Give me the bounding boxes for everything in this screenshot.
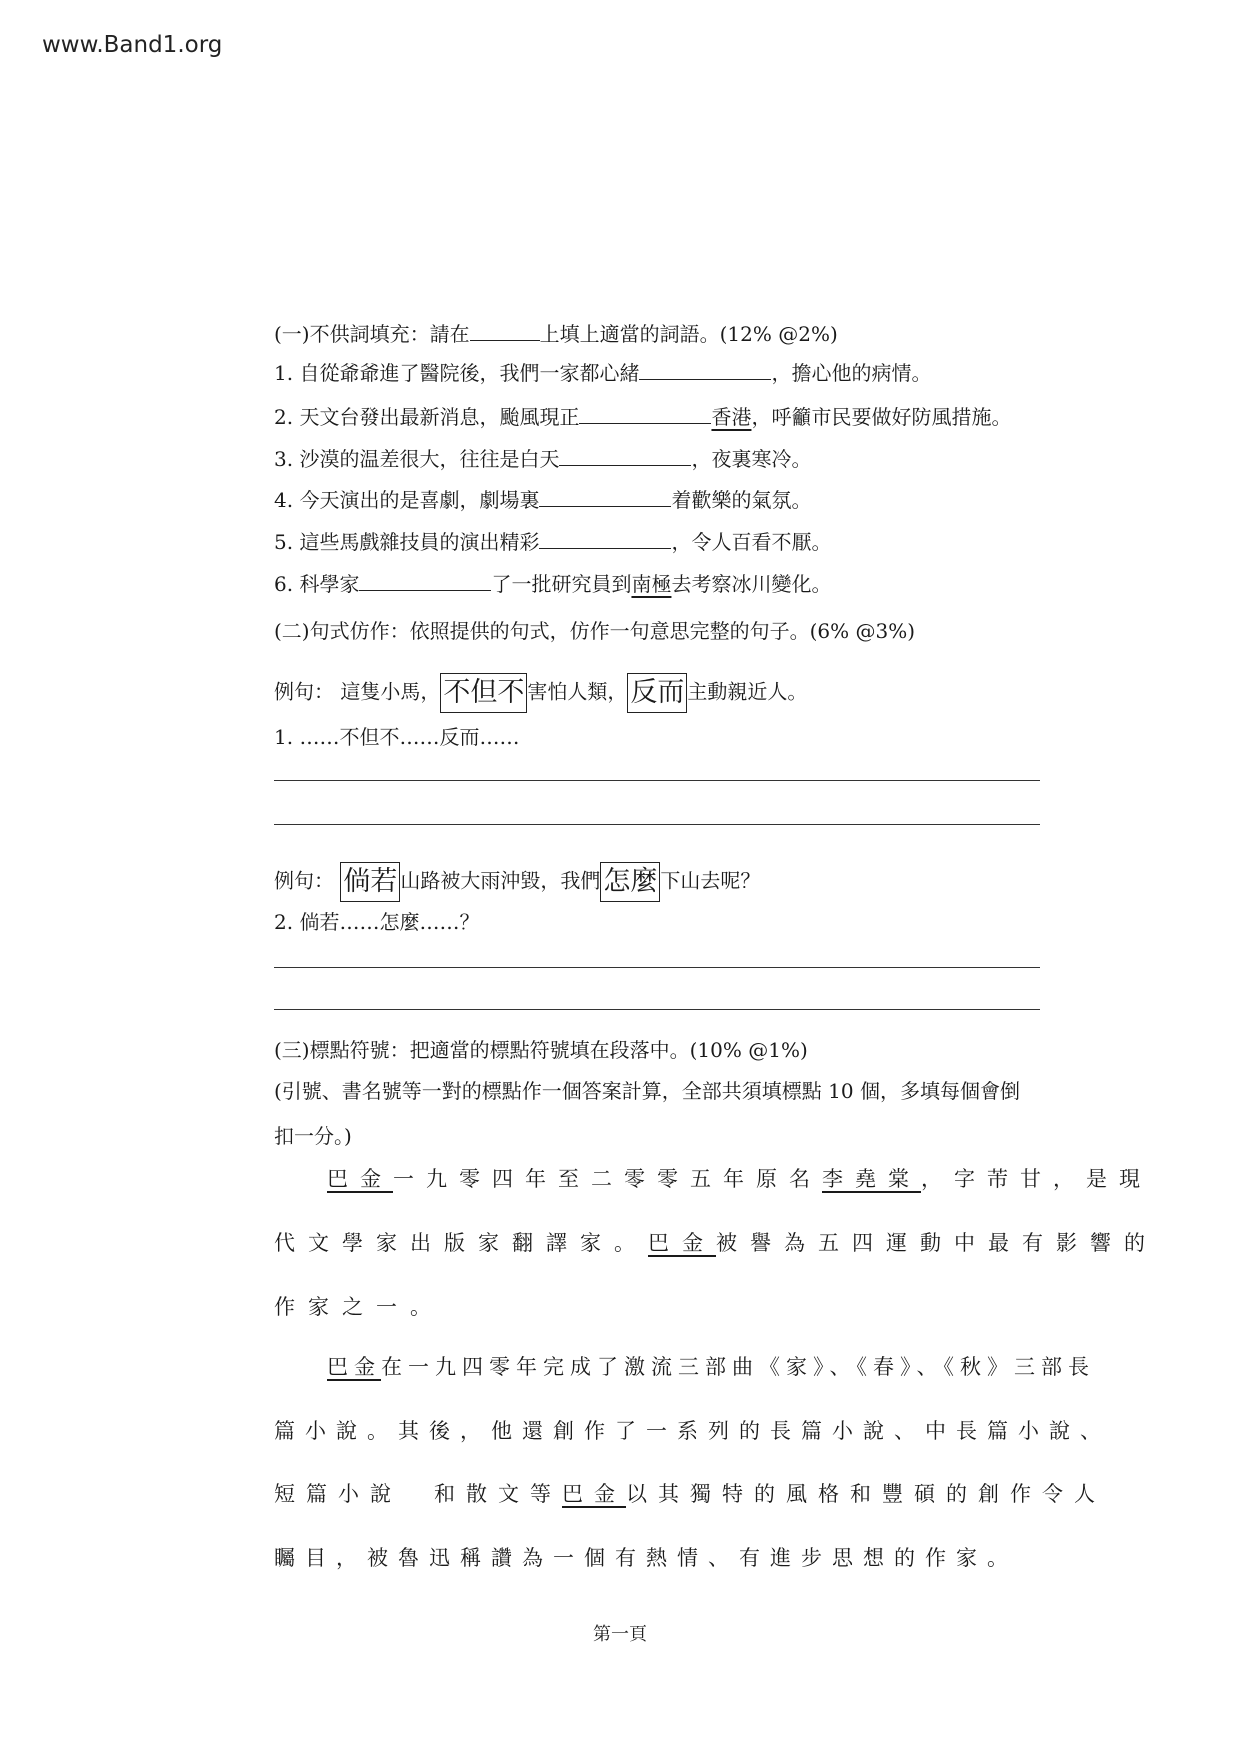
fill-item-2 [274,403,1011,431]
text: ，字芾甘，是現 [921,1167,1152,1191]
text: 上填上適當的詞語。(12% @2%) [539,322,838,346]
text: 去考察冰川變化。 [671,572,832,596]
paragraph-line [274,1543,1018,1573]
example-sentence-2 [274,862,760,902]
prompt-1 [274,723,519,751]
text: 1. ……不但不……反而…… [274,725,520,749]
proper-noun: 南極 [631,572,672,596]
boxed-keyword: 不但不 [440,673,527,713]
section3-note [274,1122,352,1150]
proper-noun: 巴金 [562,1482,626,1506]
text: 一九零四年至二零零五年原名 [393,1167,822,1191]
section3-heading [274,1036,808,1064]
text: 5. 這些馬戲雜技員的演出精彩 [274,530,540,554]
text: 在一九四零年完成了激流三部曲《家》、《春》、《秋》三部長 [381,1355,1095,1379]
text: ，擔心他的病情。 [771,361,932,385]
text: 了一批研究員到 [491,572,632,596]
fill-item-3 [274,445,811,473]
proper-noun: 香港 [711,405,752,429]
example-sentence-1 [274,673,807,713]
boxed-keyword: 反而 [627,673,687,713]
section2-heading [274,617,915,645]
answer-line[interactable] [274,1009,1040,1010]
text: 篇小說。其後，他還創作了一系列的長篇小說、中長篇小說、 [274,1419,1111,1443]
proper-noun: 巴金 [327,1355,381,1379]
text: 扣一分。) [274,1124,352,1148]
fill-item-6 [274,570,831,598]
answer-line[interactable] [274,780,1040,781]
fill-item-4 [274,486,811,514]
text: ，令人百看不厭。 [671,530,832,554]
text: 1. 自從爺爺進了醫院後，我們一家都心緒 [274,361,640,385]
prompt-2 [274,908,479,936]
boxed-keyword: 怎麼 [600,862,660,902]
paragraph-line [274,1228,1158,1258]
section1-heading [274,320,838,348]
text: 6. 科學家 [274,572,360,596]
text: 短篇小說 和散文等 [274,1482,562,1506]
text: 主動親近人。 [687,679,808,704]
text: 害怕人類， [527,679,628,704]
page-number: 第一頁 [593,1624,647,1645]
text: 例句： [274,868,341,893]
text: 矚目，被魯迅稱讚為一個有熱情、有進步思想的作家。 [274,1546,1018,1570]
text: ，夜裏寒冷。 [691,447,812,471]
watermark: www.Band1.org [42,32,223,58]
text: 例句： 這隻小馬， [274,679,441,704]
fill-blank[interactable] [539,528,671,549]
text: 3. 沙漠的温差很大，往往是白天 [274,447,560,471]
fill-blank[interactable] [579,403,711,424]
text: 2. 倘若……怎麼……？ [274,910,480,934]
text: 下山去呢？ [660,868,761,893]
text: ，呼籲市民要做好防風措施。 [751,405,1012,429]
paragraph-line [274,1416,1111,1446]
text: 2. 天文台發出最新消息，颱風現正 [274,405,580,429]
text: 被譽為五四運動中最有影響的 [716,1231,1158,1255]
paragraph-line [327,1164,1152,1194]
text: (三)標點符號：把適當的標點符號填在段落中。(10% @1%) [274,1038,808,1062]
paragraph-line [274,1292,444,1322]
text: 作家之一。 [274,1295,444,1319]
proper-noun: 巴金 [648,1231,716,1255]
fill-item-1 [274,359,931,387]
fill-blank[interactable] [639,359,771,380]
fill-blank[interactable] [359,570,491,591]
answer-line[interactable] [274,824,1040,825]
fill-blank[interactable] [470,320,540,341]
text: (引號、書名號等一對的標點作一個答案計算，全部共須填標點 10 個，多填每個會倒 [274,1079,1020,1103]
text: 4. 今天演出的是喜劇，劇場裏 [274,488,540,512]
answer-line[interactable] [274,967,1040,968]
text: 代文學家出版家翻譯家。 [274,1231,648,1255]
fill-blank[interactable] [539,486,671,507]
paragraph-line [274,1479,1106,1509]
boxed-keyword: 倘若 [340,862,400,902]
section3-note [274,1077,1020,1105]
text: 以其獨特的風格和豐碩的創作令人 [626,1482,1106,1506]
proper-noun: 巴金 [327,1167,393,1191]
text: (二)句式仿作：依照提供的句式，仿作一句意思完整的句子。(6% @3%) [274,619,916,643]
fill-item-5 [274,528,831,556]
paragraph-line [327,1352,1095,1382]
fill-blank[interactable] [559,445,691,466]
text: 山路被大雨沖毀，我們 [400,868,601,893]
text: (一)不供詞填充：請在 [274,322,470,346]
proper-noun: 李堯棠 [822,1167,921,1191]
text: 着歡樂的氣氛。 [671,488,812,512]
